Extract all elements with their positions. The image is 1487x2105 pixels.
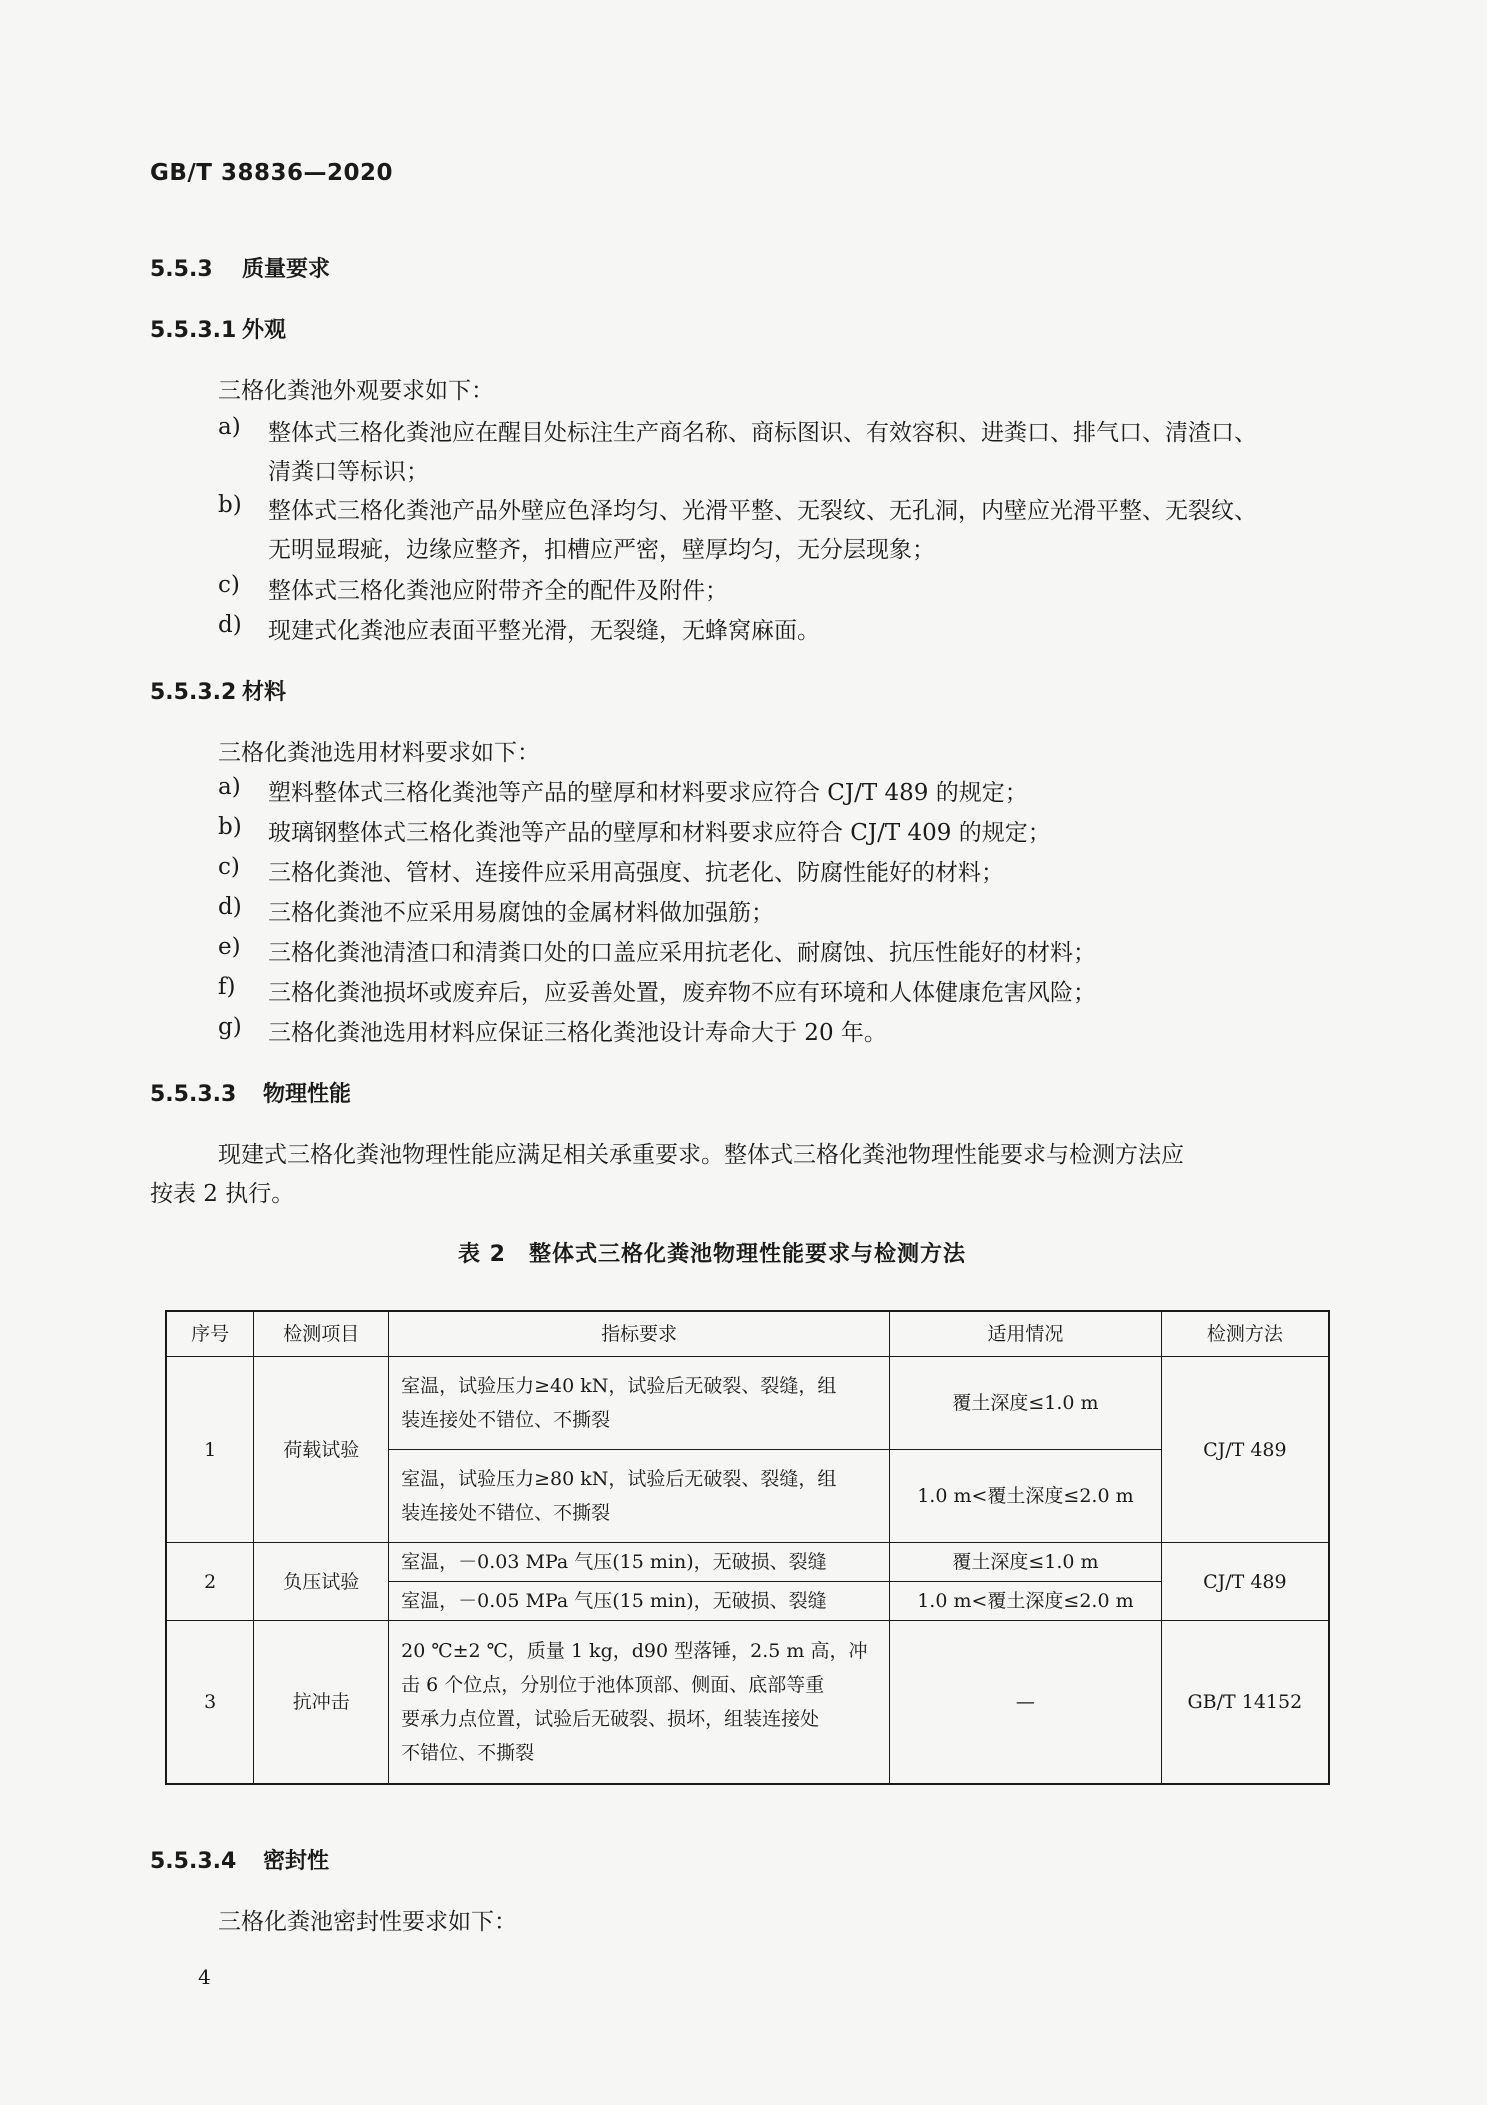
list-marker: e) (218, 934, 241, 960)
list-item (218, 612, 1338, 644)
list-item (218, 854, 1338, 886)
requirement-line: 不错位、不撕裂 (401, 1742, 535, 1764)
list-marker: b) (218, 814, 242, 840)
table-title: 表 2 整体式三格化粪池物理性能要求与检测方法 (458, 1242, 966, 1267)
requirement-cell (389, 1450, 890, 1543)
appearance-intro: 三格化粪池外观要求如下： (218, 378, 494, 404)
test-item-cell: 负压试验 (254, 1543, 389, 1621)
list-marker: b) (218, 492, 242, 518)
requirement-line: 装连接处不错位、不撕裂 (401, 1502, 611, 1524)
list-item-text: 三格化粪池不应采用易腐蚀的金属材料做加强筋； (268, 900, 774, 926)
table-row (166, 1621, 1329, 1785)
list-item (218, 414, 1338, 484)
section-heading-5-5-3-4 (150, 1844, 329, 1875)
requirement-cell (389, 1621, 890, 1785)
section-number: 5.5.3.4 (150, 1849, 237, 1874)
list-item (218, 492, 1338, 562)
list-item (218, 1014, 1338, 1046)
section-title: 外观 (242, 318, 287, 343)
list-marker: c) (218, 854, 240, 880)
section-title: 物理性能 (263, 1082, 352, 1107)
materials-intro: 三格化粪池选用材料要求如下： (218, 740, 540, 766)
section-number: 5.5.3.3 (150, 1082, 237, 1107)
list-item-text: 三格化粪池清渣口和清粪口处的口盖应采用抗老化、耐腐蚀、抗压性能好的材料； (268, 940, 1096, 966)
requirement-line: 室温，试验压力≥80 kN，试验后无破裂、裂缝，组 (401, 1468, 837, 1490)
section-heading-5-5-3-3 (150, 1077, 351, 1108)
list-item (218, 774, 1338, 806)
requirement-line: 20 ℃±2 ℃，质量 1 kg，d90 型落锤，2.5 m 高，冲 (401, 1640, 868, 1662)
section-heading-5-5-3 (150, 252, 330, 283)
section-title: 材料 (242, 680, 287, 705)
requirement-line: 室温，－0.03 MPa 气压(15 min)，无破损、裂缝 (401, 1551, 827, 1573)
list-item-text: 玻璃钢整体式三格化粪池等产品的壁厚和材料要求应符合 CJ/T 409 的规定； (268, 820, 1051, 846)
applicability-cell: 1.0 m<覆土深度≤2.0 m (890, 1450, 1162, 1543)
test-method-cell: CJ/T 489 (1161, 1357, 1329, 1543)
physical-performance-table (165, 1310, 1330, 1785)
requirement-line: 要承力点位置，试验后无破裂、损坏，组装连接处 (401, 1708, 820, 1730)
applicability-cell: 覆土深度≤1.0 m (890, 1543, 1162, 1582)
list-item (218, 814, 1338, 846)
section-number: 5.5.3.1 (150, 318, 237, 343)
column-header: 指标要求 (389, 1311, 890, 1357)
requirement-line: 室温，－0.05 MPa 气压(15 min)，无破损、裂缝 (401, 1590, 827, 1612)
list-marker: d) (218, 894, 242, 920)
list-item-text: 塑料整体式三格化粪池等产品的壁厚和材料要求应符合 CJ/T 489 的规定； (268, 780, 1028, 806)
list-item-text: 整体式三格化粪池应附带齐全的配件及附件； (268, 578, 728, 604)
list-item-text: 三格化粪池、管材、连接件应采用高强度、抗老化、防腐性能好的材料； (268, 860, 1004, 886)
list-item-text: 现建式化粪池应表面平整光滑，无裂缝，无蜂窝麻面。 (268, 618, 820, 644)
document-code: GB/T 38836—2020 (150, 160, 394, 186)
test-method-cell: CJ/T 489 (1161, 1543, 1329, 1621)
list-marker: g) (218, 1014, 242, 1040)
table-row (166, 1543, 1329, 1582)
test-item-cell: 荷载试验 (254, 1357, 389, 1543)
list-item-text: 清粪口等标识； (268, 459, 429, 485)
applicability-cell: 覆土深度≤1.0 m (890, 1357, 1162, 1450)
requirement-line: 击 6 个位点，分别位于池体顶部、侧面、底部等重 (401, 1674, 825, 1696)
applicability-cell: 1.0 m<覆土深度≤2.0 m (890, 1582, 1162, 1621)
test-item-cell: 抗冲击 (254, 1621, 389, 1785)
table-row (166, 1357, 1329, 1450)
column-header: 序号 (166, 1311, 254, 1357)
list-marker: d) (218, 612, 242, 638)
list-item (218, 894, 1338, 926)
list-item (218, 934, 1338, 966)
list-item-text: 无明显瑕疵，边缘应整齐，扣槽应严密，壁厚均匀，无分层现象； (268, 537, 935, 563)
row-number-cell: 1 (166, 1357, 254, 1543)
test-method-cell: GB/T 14152 (1161, 1621, 1329, 1785)
row-number-cell: 3 (166, 1621, 254, 1785)
section-heading-5-5-3-2 (150, 675, 286, 706)
requirement-line: 装连接处不错位、不撕裂 (401, 1409, 611, 1431)
applicability-cell: — (890, 1621, 1162, 1785)
sealing-intro: 三格化粪池密封性要求如下： (218, 1909, 517, 1935)
section-title: 质量要求 (242, 257, 331, 282)
list-item (218, 974, 1338, 1006)
list-item-text: 整体式三格化粪池应在醒目处标注生产商名称、商标图识、有效容积、进粪口、排气口、清渣口、 (268, 420, 1257, 446)
list-item-text: 三格化粪池选用材料应保证三格化粪池设计寿命大于 20 年。 (268, 1020, 887, 1046)
column-header: 适用情况 (890, 1311, 1162, 1357)
page-number: 4 (198, 1965, 211, 1989)
list-marker: c) (218, 572, 240, 598)
column-header: 检测项目 (254, 1311, 389, 1357)
section-title: 密封性 (263, 1849, 330, 1874)
list-marker: a) (218, 774, 241, 800)
list-item-text: 整体式三格化粪池产品外壁应色泽均匀、光滑平整、无裂纹、无孔洞，内壁应光滑平整、无裂纹、 (268, 498, 1257, 524)
list-item-text: 三格化粪池损坏或废弃后，应妥善处置，废弃物不应有环境和人体健康危害风险； (268, 980, 1096, 1006)
list-item (218, 572, 1338, 604)
table-header-row (166, 1311, 1329, 1357)
physical-performance-paragraph: 现建式三格化粪池物理性能应满足相关承重要求。整体式三格化粪池物理性能要求与检测方法应 (218, 1142, 1184, 1168)
requirement-line: 室温，试验压力≥40 kN，试验后无破裂、裂缝，组 (401, 1375, 837, 1397)
column-header: 检测方法 (1161, 1311, 1329, 1357)
row-number-cell: 2 (166, 1543, 254, 1621)
requirement-cell (389, 1582, 890, 1621)
physical-performance-paragraph: 按表 2 执行。 (150, 1181, 295, 1207)
requirement-cell (389, 1357, 890, 1450)
requirement-cell (389, 1543, 890, 1582)
section-number: 5.5.3 (150, 257, 213, 282)
list-marker: f) (218, 974, 236, 1000)
section-heading-5-5-3-1 (150, 313, 286, 344)
section-number: 5.5.3.2 (150, 680, 237, 705)
list-marker: a) (218, 414, 241, 440)
